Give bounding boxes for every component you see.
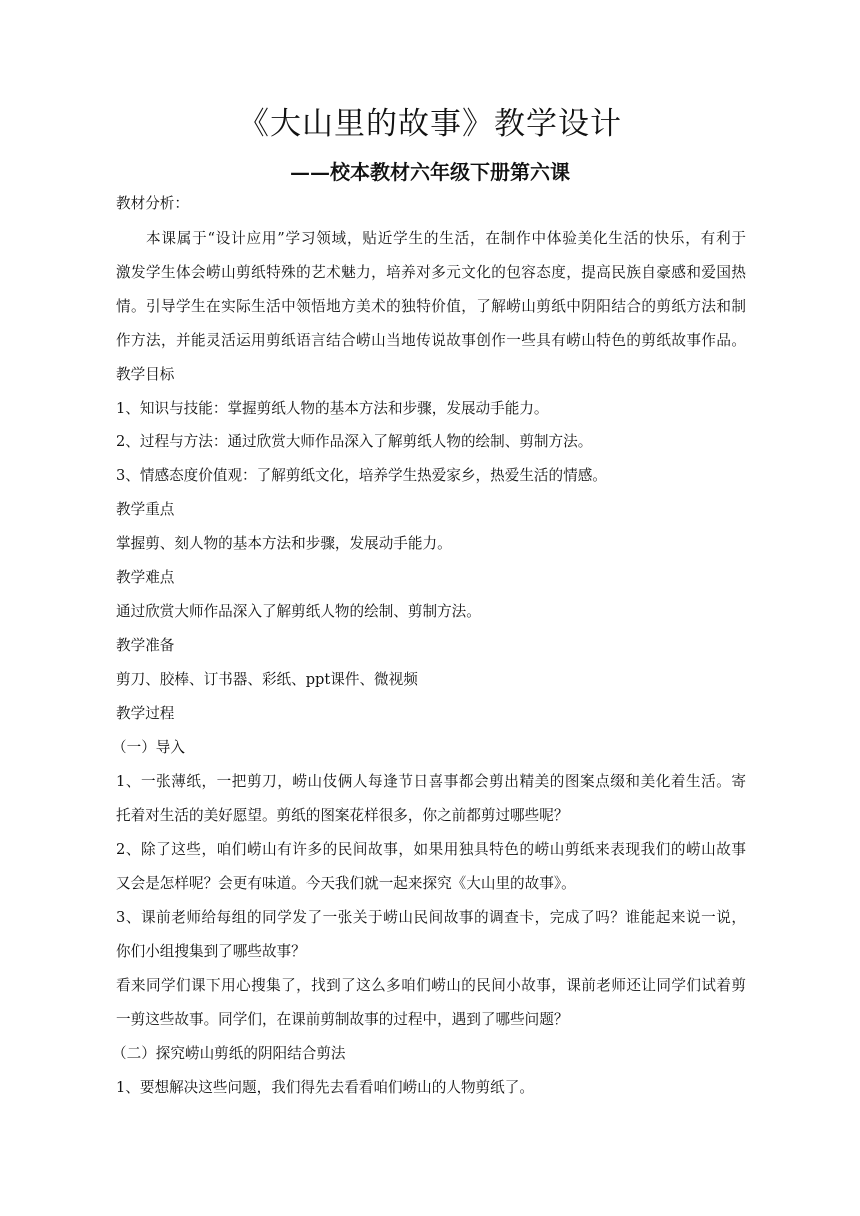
prep-heading: 教学准备 [116, 637, 175, 654]
analysis-line: 作方法，并能灵活运用剪纸语言结合崂山当地传说故事创作一些具有崂山特色的剪纸故事作品。 [116, 332, 746, 349]
paragraph-line: 托着对生活的美好愿望。剪纸的图案花样很多，你之前都剪过哪些呢？ [116, 807, 569, 824]
goal-item: 2、过程与方法：通过欣赏大师作品深入了解剪纸人物的绘制、剪制方法。 [116, 433, 593, 450]
paragraph-line: 1、要想解决这些问题，我们得先去看看咱们崂山的人物剪纸了。 [116, 1079, 534, 1096]
paragraph-line: 看来同学们课下用心搜集了，找到了这么多咱们崂山的民间小故事，课前老师还让同学们试着剪 [116, 977, 746, 994]
analysis-line: 情。引导学生在实际生活中领悟地方美术的独特价值，了解崂山剪纸中阴阳结合的剪纸方法和制 [116, 298, 746, 315]
paragraph-line: 一剪这些故事。同学们，在课前剪制故事的过程中，遇到了哪些问题？ [116, 1011, 569, 1028]
section-heading: （一）导入 [112, 739, 185, 756]
key-text: 掌握剪、刻人物的基本方法和步骤，发展动手能力。 [116, 535, 452, 552]
goal-item: 1、知识与技能：掌握剪纸人物的基本方法和步骤，发展动手能力。 [116, 400, 549, 417]
goals-heading: 教学目标 [116, 366, 175, 383]
paragraph-line: 3、课前老师给每组的同学发了一张关于崂山民间故事的调查卡，完成了吗？谁能起来说一说， [116, 909, 746, 926]
paragraph-line: 又会是怎样呢？会更有味道。今天我们就一起来探究《大山里的故事》。 [116, 875, 576, 892]
process-heading: 教学过程 [116, 705, 175, 722]
difficulty-text: 通过欣赏大师作品深入了解剪纸人物的绘制、剪制方法。 [116, 603, 481, 620]
analysis-line: 激发学生体会崂山剪纸特殊的艺术魅力，培养对多元文化的包容态度，提高民族自豪感和爱国热 [116, 264, 746, 281]
document-title: 《大山里的故事》教学设计 [238, 106, 622, 142]
analysis-heading: 教材分析： [116, 195, 189, 212]
paragraph-line: 1、一张薄纸，一把剪刀，崂山伎俩人每逢节日喜事都会剪出精美的图案点缀和美化着生活。寄 [116, 773, 746, 790]
paragraph-line: 你们小组搜集到了哪些故事？ [116, 943, 306, 960]
goal-item: 3、情感态度价值观：了解剪纸文化，培养学生热爱家乡，热爱生活的情感。 [116, 467, 607, 484]
difficulty-heading: 教学难点 [116, 569, 175, 586]
analysis-line: 本课属于“设计应用”学习领域，贴近学生的生活，在制作中体验美化生活的快乐，有利于 [146, 230, 746, 247]
key-heading: 教学重点 [116, 501, 175, 518]
paragraph-line: 2、除了这些，咱们崂山有许多的民间故事，如果用独具特色的崂山剪纸来表现我们的崂山故事 [116, 841, 746, 858]
section-heading: （二）探究崂山剪纸的阴阳结合剪法 [112, 1045, 346, 1062]
document-subtitle: ——校本教材六年级下册第六课 [290, 160, 570, 184]
prep-text: 剪刀、胶棒、订书器、彩纸、ppt课件、微视频 [116, 671, 418, 688]
